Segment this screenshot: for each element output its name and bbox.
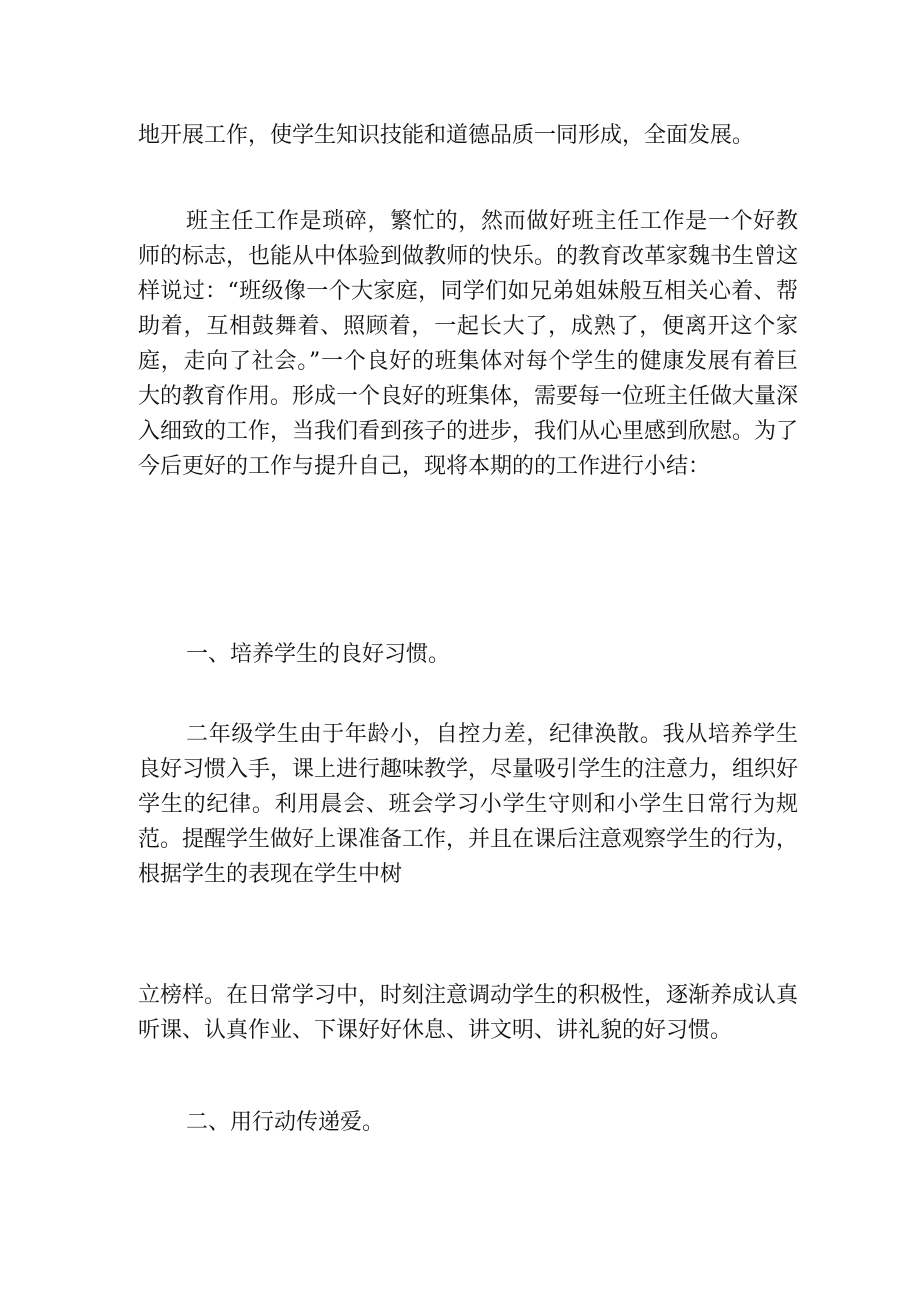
section-heading-1: 一、培养学生的良好习惯。: [186, 642, 451, 667]
paragraph-habits-continued: 立榜样。在日常学习中，时刻注意调动学生的积极性，逐渐养成认真听课、认真作业、下课好好休息、讲文明、讲礼貌的好习惯。: [138, 983, 799, 1043]
paragraph-habits: 二年级学生由于年龄小，自控力差，纪律涣散。我从培养学生良好习惯入手，课上进行趣味教学，尽量吸引学生的注意力，组织好学生的纪律。利用晨会、班会学习小学生守则和小学生日常行为规范。提醒学生做好上课准备工作，并且在课后注意观察学生的行为，根据学生的表现在学生中树: [138, 722, 799, 887]
section-heading-2: 二、用行动传递爱。: [186, 1110, 385, 1135]
paragraph-continuation: 地开展工作，使学生知识技能和道德品质一同形成，全面发展。: [138, 123, 755, 148]
paragraph-intro: 班主任工作是琐碎，繁忙的，然而做好班主任工作是一个好教师的标志，也能从中体验到做教师的快乐。的教育改革家魏书生曾这样说过：“班级像一个大家庭，同学们如兄弟姐妹般互相关心着、帮助着，互相鼓舞着、照顾着，一起长大了，成熟了，便离开这个家庭，走向了社会。”一个良好的班集体对每个学生的健康发展有着巨大的教育作用。形成一个良好的班集体，需要每一位班主任做大量深入细致的工作，当我们看到孩子的进步，我们从心里感到欣慰。为了今后更好的工作与提升自己，现将本期的的工作进行小结：: [138, 209, 799, 479]
